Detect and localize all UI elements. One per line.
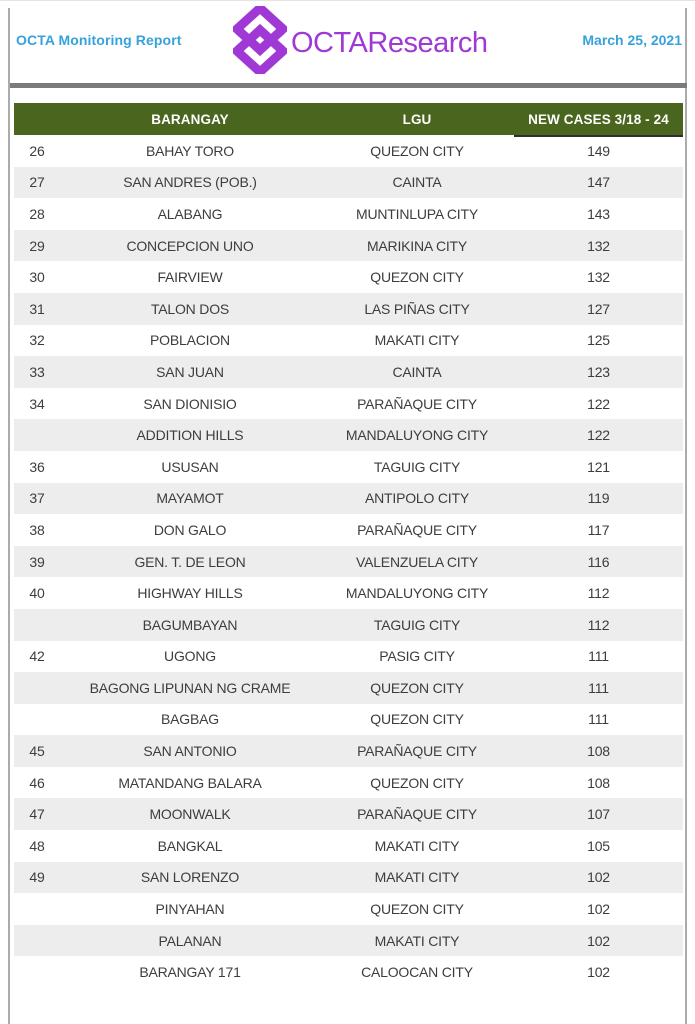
cell-rank: 49: [29, 869, 45, 886]
cell-cases: 102: [587, 964, 610, 981]
table-row: [14, 198, 683, 230]
table-row: [14, 293, 683, 325]
cell-rank: 42: [29, 648, 45, 665]
cell-barangay: SAN LORENZO: [140, 869, 240, 886]
cell-lgu: QUEZON CITY: [370, 269, 464, 286]
cell-cases: 108: [587, 743, 610, 760]
cell-cases: 143: [587, 205, 610, 222]
cell-cases: 132: [587, 237, 610, 254]
cell-barangay: BAHAY TORO: [146, 142, 234, 159]
cell-lgu: PASIG CITY: [379, 648, 455, 665]
cell-lgu: QUEZON CITY: [370, 679, 464, 696]
cell-lgu: MANDALUYONG CITY: [345, 427, 489, 444]
column-header-cases: NEW CASES 3/18 - 24: [528, 111, 669, 127]
page-top-border: [0, 0, 695, 1]
table-body: [14, 135, 683, 988]
cell-lgu: CAINTA: [392, 363, 442, 380]
table-row: [14, 230, 683, 262]
table-row: [14, 546, 683, 578]
cell-rank: 46: [29, 774, 45, 791]
cell-rank: 37: [29, 490, 45, 507]
table-row: [14, 388, 683, 420]
cell-rank: 40: [29, 585, 45, 602]
cell-cases: 117: [587, 521, 610, 538]
cell-lgu: CAINTA: [392, 174, 442, 191]
table-header-row: [14, 103, 683, 135]
cell-lgu: MAKATI CITY: [374, 837, 460, 854]
cell-rank: 48: [29, 837, 45, 854]
cell-lgu: QUEZON CITY: [370, 711, 464, 728]
cell-barangay: BARANGAY 171: [139, 964, 241, 981]
cell-lgu: PARAÑAQUE CITY: [357, 395, 477, 412]
cell-cases: 122: [587, 395, 610, 412]
column-header-barangay: BARANGAY: [151, 111, 229, 127]
cell-cases: 111: [588, 648, 609, 665]
cell-barangay: BAGONG LIPUNAN NG CRAME: [89, 679, 291, 696]
table-row: [14, 925, 683, 957]
cell-rank: 27: [29, 174, 45, 191]
table-row: [14, 451, 683, 483]
cell-barangay: SAN ANDRES (POB.): [123, 174, 257, 191]
cell-lgu: MUNTINLUPA CITY: [356, 205, 478, 222]
report-date: March 25, 2021: [582, 32, 682, 48]
table-row: [14, 419, 683, 451]
cases-table: [14, 103, 683, 988]
cell-lgu: TAGUIG CITY: [373, 458, 461, 475]
cell-lgu: CALOOCAN CITY: [361, 964, 473, 981]
table-row: [14, 641, 683, 673]
table-row: [14, 798, 683, 830]
cell-cases: 102: [587, 869, 610, 886]
table-row: [14, 830, 683, 862]
page-left-border: [8, 8, 10, 1024]
cell-lgu: QUEZON CITY: [370, 142, 464, 159]
cell-rank: 36: [29, 458, 45, 475]
cell-barangay: POBLACION: [150, 332, 230, 349]
cell-lgu: VALENZUELA CITY: [355, 553, 478, 570]
cell-rank: 26: [29, 142, 45, 159]
cell-cases: 119: [587, 490, 610, 507]
cell-lgu: ANTIPOLO CITY: [365, 490, 469, 507]
cell-cases: 127: [587, 300, 610, 317]
cell-rank: 30: [29, 269, 45, 286]
table-row: [14, 135, 683, 167]
table-row: [14, 261, 683, 293]
cell-rank: 28: [29, 205, 45, 222]
cell-lgu: TAGUIG CITY: [373, 616, 461, 633]
cell-rank: 31: [29, 300, 45, 317]
cell-rank: 38: [29, 521, 45, 538]
table-row: [14, 704, 683, 736]
cell-cases: 125: [587, 332, 610, 349]
cell-cases: 123: [587, 363, 610, 380]
cell-barangay: BAGBAG: [161, 711, 219, 728]
octa-logo: [233, 6, 488, 74]
cell-barangay: SAN DIONISIO: [143, 395, 237, 412]
page-right-border: [685, 8, 687, 1024]
cell-cases: 112: [587, 616, 610, 633]
table-row: [14, 767, 683, 799]
cell-cases: 108: [587, 774, 610, 791]
cell-barangay: DON GALO: [153, 521, 227, 538]
table-row: [14, 514, 683, 546]
cell-cases: 112: [587, 585, 610, 602]
table-row: [14, 672, 683, 704]
cell-lgu: MANDALUYONG CITY: [345, 585, 489, 602]
report-title: OCTA Monitoring Report: [16, 32, 182, 48]
cell-barangay: CONCEPCION UNO: [126, 237, 254, 254]
cell-lgu: MAKATI CITY: [374, 932, 460, 949]
cell-barangay: HIGHWAY HILLS: [137, 585, 243, 602]
cell-cases: 102: [587, 932, 610, 949]
cell-rank: 47: [29, 806, 45, 823]
cell-lgu: PARAÑAQUE CITY: [357, 743, 477, 760]
cases-column-underline: [514, 135, 683, 137]
cell-rank: 29: [29, 237, 45, 254]
cell-barangay: SAN ANTONIO: [143, 743, 237, 760]
table-row: [14, 609, 683, 641]
cell-barangay: MATANDANG BALARA: [118, 774, 262, 791]
cell-cases: 122: [587, 427, 610, 444]
cell-rank: 32: [29, 332, 45, 349]
cell-barangay: PALANAN: [158, 932, 222, 949]
cell-barangay: BANGKAL: [157, 837, 223, 854]
double-diamond-logo-icon: [233, 6, 287, 74]
cell-cases: 116: [587, 553, 610, 570]
cell-barangay: MOONWALK: [149, 806, 231, 823]
header-divider: [10, 83, 687, 88]
cell-cases: 111: [588, 679, 609, 696]
table-row: [14, 577, 683, 609]
table-row: [14, 862, 683, 894]
cell-rank: 39: [29, 553, 45, 570]
table-row: [14, 356, 683, 388]
cell-lgu: PARAÑAQUE CITY: [357, 521, 477, 538]
cell-barangay: BAGUMBAYAN: [142, 616, 238, 633]
cell-barangay: UGONG: [164, 648, 216, 665]
cell-lgu: QUEZON CITY: [370, 774, 464, 791]
cell-cases: 111: [588, 711, 609, 728]
cell-barangay: PINYAHAN: [155, 901, 225, 918]
cell-cases: 107: [587, 806, 610, 823]
cell-rank: 33: [29, 363, 45, 380]
cell-cases: 102: [587, 901, 610, 918]
cell-lgu: QUEZON CITY: [370, 901, 464, 918]
table-row: [14, 483, 683, 515]
column-header-lgu: LGU: [402, 111, 432, 127]
table-row: [14, 325, 683, 357]
cell-lgu: MAKATI CITY: [374, 869, 460, 886]
cell-rank: 45: [29, 743, 45, 760]
cell-barangay: TALON DOS: [150, 300, 230, 317]
cell-cases: 149: [587, 142, 610, 159]
cell-cases: 121: [587, 458, 610, 475]
cell-barangay: ALABANG: [157, 205, 223, 222]
table-row: [14, 735, 683, 767]
table-row: [14, 956, 683, 988]
cell-barangay: GEN. T. DE LEON: [134, 553, 246, 570]
cell-lgu: PARAÑAQUE CITY: [357, 806, 477, 823]
cell-cases: 132: [587, 269, 610, 286]
logo-wordmark: OCTAResearch: [291, 26, 488, 59]
cell-cases: 105: [587, 837, 610, 854]
cell-barangay: SAN JUAN: [156, 363, 224, 380]
cell-barangay: FAIRVIEW: [157, 269, 223, 286]
table-row: [14, 893, 683, 925]
cell-barangay: ADDITION HILLS: [136, 427, 244, 444]
cell-barangay: MAYAMOT: [156, 490, 224, 507]
table-row: [14, 167, 683, 199]
cell-lgu: MAKATI CITY: [374, 332, 460, 349]
cell-lgu: LAS PIÑAS CITY: [364, 300, 470, 317]
cell-rank: 34: [29, 395, 45, 412]
cell-barangay: USUSAN: [161, 458, 219, 475]
cell-cases: 147: [587, 174, 610, 191]
cell-lgu: MARIKINA CITY: [366, 237, 468, 254]
